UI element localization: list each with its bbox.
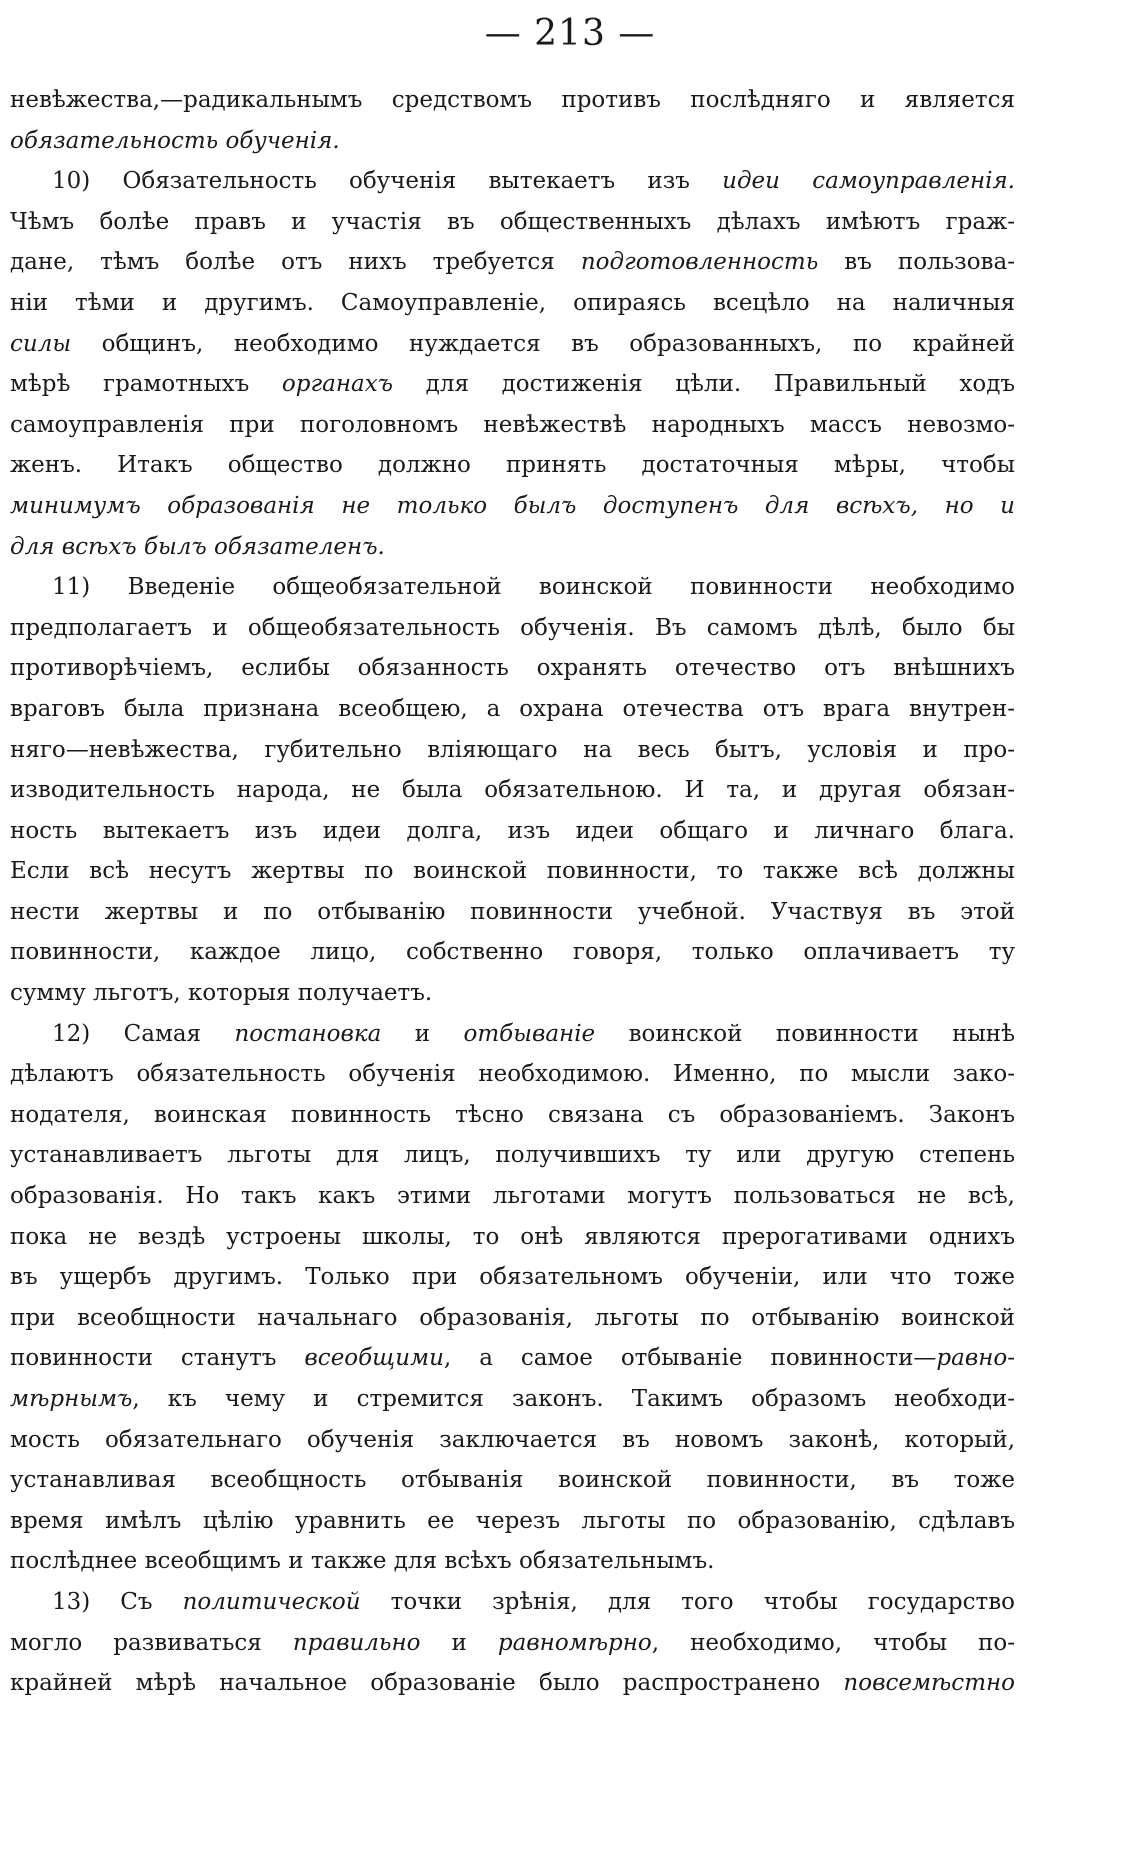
text-line: [10, 202, 1015, 243]
text-segment: Если всѣ несутъ жертвы по воинской повинности, то также всѣ должны: [10, 858, 1015, 885]
text-line: [10, 608, 1015, 649]
italic-text: всеобщими: [304, 1345, 444, 1372]
text-line: [10, 1298, 1015, 1339]
italic-text: идеи самоуправленія.: [722, 168, 1015, 195]
text-line: [10, 730, 1015, 771]
text-line: [10, 567, 1015, 608]
text-line: [10, 1379, 1015, 1420]
text-segment: ніи тѣми и другимъ. Самоуправленіе, опираясь всецѣло на наличныя: [10, 289, 1015, 316]
italic-text: отбываніе: [463, 1020, 596, 1047]
text-segment: ность вытекаетъ изъ идеи долга, изъ идеи общаго и личнаго блага.: [10, 817, 1015, 844]
text-line: [10, 1501, 1015, 1542]
text-segment: враговъ была признана всеобщею, а охрана отечества отъ врага внутрен-: [10, 695, 1015, 722]
text-segment: дѣлаютъ обязательность обученія необходимою. Именно, по мысли зако-: [10, 1061, 1015, 1088]
italic-text: равно-: [936, 1345, 1015, 1372]
text-segment: устанавливаетъ льготы для лицъ, получившихъ ту или другую степень: [10, 1142, 1015, 1169]
text-segment: мѣрѣ грамотныхъ: [10, 371, 282, 398]
text-segment: няго—невѣжества, губительно вліяющаго на весь бытъ, условія и про-: [10, 736, 1015, 763]
text-segment: 11) Введеніе общеобязательной воинской повинности необходимо: [52, 574, 1015, 601]
text-line: [10, 1582, 1015, 1623]
text-line: [10, 1176, 1015, 1217]
text-segment: время имѣлъ цѣлію уравнить ее черезъ льготы по образованію, сдѣлавъ: [10, 1507, 1015, 1534]
text-segment: 10) Обязательность обученія вытекаетъ изъ: [52, 168, 723, 195]
text-segment: дане, тѣмъ болѣе отъ нихъ требуется: [10, 249, 581, 276]
text-segment: воинской повинности нынѣ: [595, 1020, 1015, 1047]
text-segment: точки зрѣнія, для того чтобы государство: [360, 1588, 1015, 1615]
text-line: [10, 689, 1015, 730]
text-segment: 12) Самая: [52, 1020, 235, 1047]
italic-text: для всѣхъ былъ обязателенъ.: [10, 533, 385, 560]
text-line: [10, 324, 1015, 365]
text-segment: , а самое отбываніе повинности—: [443, 1345, 937, 1372]
text-segment: предполагаетъ и общеобязательность обученія. Въ самомъ дѣлѣ, было бы: [10, 614, 1015, 641]
text-segment: въ пользова-: [818, 249, 1015, 276]
text-segment: пока не вездѣ устроены школы, то онѣ являются прерогативами однихъ: [10, 1223, 1015, 1250]
text-segment: устанавливая всеобщность отбыванія воинской повинности, въ тоже: [10, 1467, 1015, 1494]
text-segment: и: [381, 1020, 464, 1047]
text-line: [10, 283, 1015, 324]
text-segment: при всеобщности начальнаго образованія, льготы по отбыванію воинской: [10, 1304, 1015, 1331]
text-segment: 13) Съ: [52, 1588, 183, 1615]
text-segment: послѣднее всеобщимъ и также для всѣхъ обязательнымъ.: [10, 1548, 715, 1575]
text-segment: повинности станутъ: [10, 1345, 305, 1372]
text-segment: невѣжества,—радикальнымъ средствомъ противъ послѣдняго и является: [10, 87, 1015, 113]
italic-text: мѣрнымъ: [10, 1386, 133, 1412]
text-segment: женъ. Итакъ общество должно принять достаточныя мѣры, чтобы: [10, 452, 1015, 479]
text-line: [10, 1338, 1015, 1379]
text-line: [10, 1217, 1015, 1258]
italic-text: обязательность обученія.: [10, 127, 340, 154]
text-line: [10, 1541, 1015, 1582]
text-line: [10, 1420, 1015, 1461]
text-segment: для достиженія цѣли. Правильный ходъ: [393, 371, 1015, 398]
italic-text: постановка: [234, 1020, 382, 1047]
text-line: [10, 527, 1015, 568]
text-line: [10, 811, 1015, 852]
italic-text: равномѣрно: [497, 1629, 652, 1656]
text-segment: нести жертвы и по отбыванію повинности учебной. Участвуя въ этой: [10, 898, 1015, 925]
text-line: [10, 770, 1015, 811]
text-segment: Чѣмъ болѣе правъ и участія въ общественныхъ дѣлахъ имѣютъ граж-: [10, 208, 1015, 235]
text-segment: самоуправленія при поголовномъ невѣжествѣ народныхъ массъ невозмо-: [10, 411, 1015, 438]
text-line: [10, 1460, 1015, 1501]
body-text: [10, 80, 1015, 1704]
text-line: [10, 445, 1015, 486]
italic-text: подготовленность: [580, 249, 819, 276]
page-number: — 213 —: [484, 13, 656, 54]
text-segment: нодателя, воинская повинность тѣсно связана съ образованіемъ. Законъ: [10, 1101, 1015, 1128]
text-segment: крайней мѣрѣ начальное образованіе было распространено: [10, 1670, 844, 1697]
text-line: [10, 648, 1015, 689]
text-line: [10, 242, 1015, 283]
text-line: [10, 1054, 1015, 1095]
text-segment: мость обязательнаго обученія заключается въ новомъ законѣ, который,: [10, 1426, 1015, 1453]
text-segment: , къ чему и стремится законъ. Такимъ образомъ необходи-: [132, 1386, 1015, 1412]
text-line: [10, 973, 1015, 1014]
text-segment: образованія. Но такъ какъ этими льготами могутъ пользоваться не всѣ,: [10, 1183, 1015, 1210]
text-line: [10, 851, 1015, 892]
text-line: [10, 486, 1015, 527]
text-line: [10, 80, 1015, 121]
text-segment: и: [420, 1629, 498, 1656]
text-line: [10, 364, 1015, 405]
text-line: [10, 1623, 1015, 1664]
text-line: [10, 1014, 1015, 1055]
text-segment: изводительность народа, не была обязательною. И та, и другая обязан-: [10, 777, 1015, 804]
text-line: [10, 161, 1015, 202]
text-segment: , необходимо, чтобы по-: [651, 1629, 1015, 1656]
text-line: [10, 1257, 1015, 1298]
text-segment: общинъ, необходимо нуждается въ образованныхъ, по крайней: [71, 330, 1015, 357]
text-segment: могло развиваться: [10, 1629, 293, 1656]
text-segment: сумму льготъ, которыя получаетъ.: [10, 980, 433, 1007]
text-line: [10, 892, 1015, 933]
italic-text: повсемѣстно: [843, 1670, 1015, 1697]
text-line: [10, 121, 1015, 162]
text-line: [10, 932, 1015, 973]
italic-text: органахъ: [281, 371, 393, 398]
text-segment: въ ущербъ другимъ. Только при обязательномъ обученіи, или что тоже: [10, 1264, 1015, 1291]
text-segment: противорѣчіемъ, еслибы обязанность охранять отечество отъ внѣшнихъ: [10, 655, 1015, 682]
italic-text: политической: [182, 1588, 361, 1615]
text-line: [10, 405, 1015, 446]
italic-text: силы: [10, 330, 72, 357]
italic-text: минимумъ образованія не только былъ доступенъ для всѣхъ, но и: [10, 492, 1015, 519]
text-line: [10, 1135, 1015, 1176]
text-segment: повинности, каждое лицо, собственно говоря, только оплачиваетъ ту: [10, 939, 1015, 966]
italic-text: правильно: [292, 1629, 421, 1656]
text-line: [10, 1663, 1015, 1704]
text-line: [10, 1095, 1015, 1136]
